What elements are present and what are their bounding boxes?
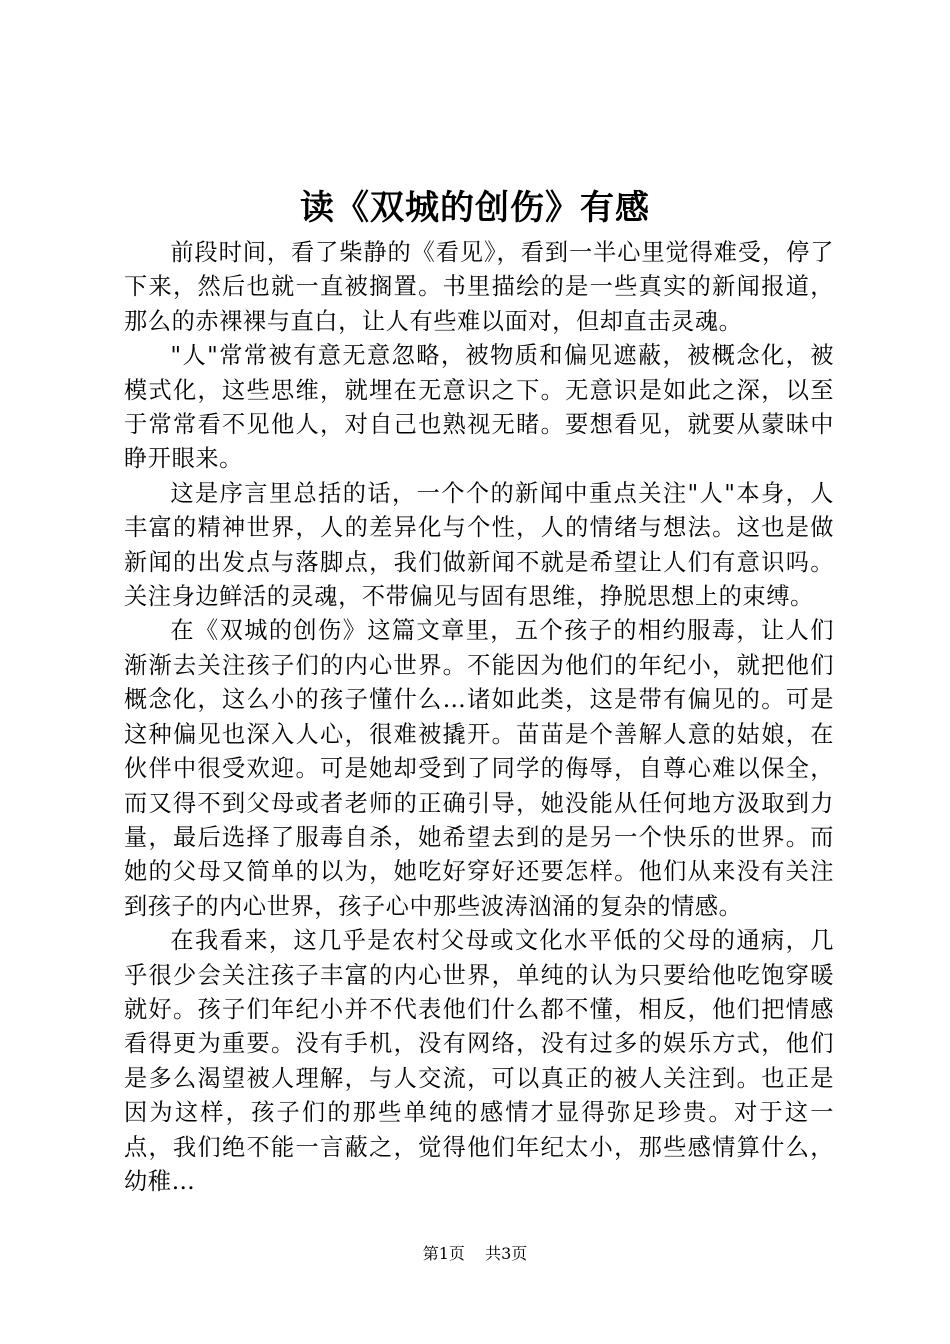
paragraph-2: "人"常常被有意无意忽略，被物质和偏见遮蔽，被概念化，被模式化，这些思维，就埋在无意识之下。无意识是如此之深，以至于常常看不见他人，对自己也熟视无睹。要想看见，就要从蒙昧中睁开眼来。 [124,342,834,473]
paragraph-1: 前段时间，看了柴静的《看见》，看到一半心里觉得难受，停了下来，然后也就一直被搁置。书里描绘的是一些真实的新闻报道，那么的赤裸裸与直白，让人有些难以面对，但却直击灵魂。 [124,239,834,335]
paragraph-3: 这是序言里总括的话，一个个的新闻中重点关注"人"本身，人丰富的精神世界，人的差异化与个性，人的情绪与想法。这也是做新闻的出发点与落脚点，我们做新闻不就是希望让人们有意识吗。关注身边鲜活的灵魂，不带偏见与固有思维，挣脱思想上的束缚。 [124,479,834,611]
paragraph-4: 在《双城的创伤》这篇文章里，五个孩子的相约服毒，让人们渐渐去关注孩子们的内心世界。不能因为他们的年纪小，就把他们概念化，这么小的孩子懂什么…诸如此类，这是带有偏见的。可是这种偏见也深入人心，很难被撬开。苗苗是个善解人意的姑娘，在伙伴中很受欢迎。可是她却受到了同学的侮辱，自尊心难以保全，而又得不到父母或者老师的正确引导，她没能从任何地方汲取到力量，最后选择了服毒自杀，她希望去到的是另一个快乐的世界。而她的父母又简单的以为，她吃好穿好还要怎样。他们从来没有关注到孩子的内心世界，孩子心中那些波涛汹涌的复杂的情感。 [124,617,834,920]
document-title: 读《双城的创伤》有感 [300,188,650,228]
page-number: 第1页 [422,1244,465,1263]
page-footer [0,1244,950,1264]
page-total: 共3页 [485,1244,528,1263]
paragraph-5: 在我看来，这几乎是农村父母或文化水平低的父母的通病，几乎很少会关注孩子丰富的内心世界，单纯的认为只要给他吃饱穿暖就好。孩子们年纪小并不代表他们什么都不懂，相反，他们把情感看得更为重要。没有手机，没有网络，没有过多的娱乐方式，他们是多么渴望被人理解，与人交流，可以真正的被人关注到。也正是因为这样，孩子们的那些单纯的感情才显得弥足珍贵。对于这一点，我们绝不能一言蔽之，觉得他们年纪太小，那些感情算什么，幼稚… [124,927,834,1195]
document-body [124,236,834,1199]
